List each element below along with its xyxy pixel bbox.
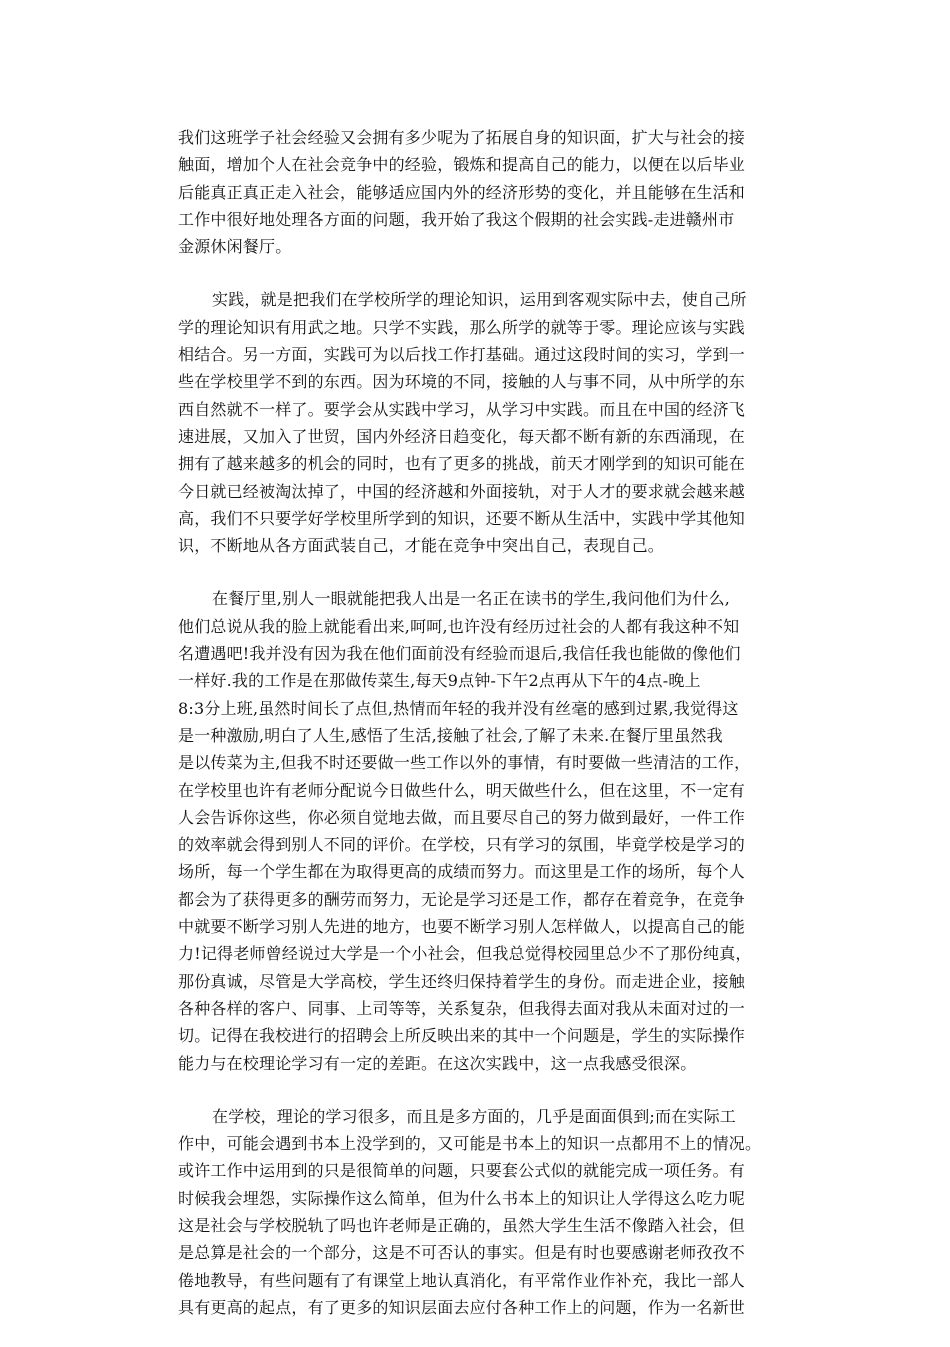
text-line: 我们这班学子社会经验又会拥有多少呢为了拓展自身的知识面，扩大与社会的接: [178, 128, 746, 147]
text-line: 西自然就不一样了。要学会从实践中学习，从学习中实践。而且在中国的经济飞: [178, 399, 746, 419]
text-line: 倦地教导，有些问题有了有课堂上地认真消化，有平常作业作补充，我比一部人: [178, 1270, 746, 1290]
paragraph-3: [178, 585, 780, 1076]
text-line: 时候我会埋怨，实际操作这么简单，但为什么书本上的知识让人学得这么吃力呢: [178, 1188, 746, 1208]
text-line: 作中，可能会遇到书本上没学到的，又可能是书本上的知识一点都用不上的情况。: [178, 1134, 762, 1154]
text-line: 这是社会与学校脱轨了吗也许老师是正确的，虽然大学生生活不像踏入社会，但: [178, 1215, 746, 1235]
text-line: 高，我们不只要学好学校里所学到的知识，还要不断从生活中，实践中学其他知: [178, 508, 746, 528]
text-line: 人会告诉你这些，你必须自觉地去做，而且要尽自己的努力做到最好，一件工作: [178, 807, 746, 827]
paragraph-4: [178, 1103, 780, 1321]
text-line: 或许工作中运用到的只是很简单的问题，只要套公式似的就能完成一项任务。有: [178, 1161, 746, 1181]
text-line: 都会为了获得更多的酬劳而努力，无论是学习还是工作，都存在着竞争，在竞争: [178, 889, 746, 909]
text-line: 速进展，又加入了世贸，国内外经济日趋变化，每天都不断有新的东西涌现，在: [178, 426, 746, 446]
text-line: 是一种激励,明白了人生,感悟了生活,接触了社会,了解了未来.在餐厅里虽然我: [178, 725, 723, 745]
text-line: 能力与在校理论学习有一定的差距。在这次实践中，这一点我感受很深。: [178, 1053, 697, 1073]
text-line: 些在学校里学不到的东西。因为环境的不同，接触的人与事不同，从中所学的东: [178, 372, 746, 392]
text-line: 工作中很好地处理各方面的问题，我开始了我这个假期的社会实践-走进赣州市: [178, 209, 735, 229]
text-line: 场所，每一个学生都在为取得更高的成绩而努力。而这里是工作的场所，每个人: [178, 862, 746, 882]
text-line: 一样好.我的工作是在那做传菜生,每天9点钟-下午2点再从下午的4点-晚上: [178, 671, 701, 691]
text-line: 学的理论知识有用武之地。只学不实践，那么所学的就等于零。理论应该与实践: [178, 317, 746, 337]
document-page: [178, 124, 780, 1347]
paragraph-1: [178, 124, 780, 260]
text-line: 实践，就是把我们在学校所学的理论知识，运用到客观实际中去，使自己所: [212, 290, 747, 310]
text-line: 具有更高的起点，有了更多的知识层面去应付各种工作上的问题，作为一名新世: [178, 1297, 746, 1317]
text-line: 名遭遇吧!我并没有因为我在他们面前没有经验而退后,我信任我也能做的像他们: [178, 644, 741, 664]
text-line: 金源休闲餐厅。: [178, 237, 292, 257]
text-line: 后能真正真正走入社会，能够适应国内外的经济形势的变化，并且能够在生活和: [178, 182, 746, 202]
text-line: 各种各样的客户、同事、上司等等，关系复杂，但我得去面对我从未面对过的一: [178, 998, 746, 1018]
text-line: 相结合。另一方面，实践可为以后找工作打基础。通过这段时间的实习，学到一: [178, 345, 746, 365]
text-line: 那份真诚，尽管是大学高校，学生还终归保持着学生的身份。而走进企业，接触: [178, 971, 746, 991]
text-line: 中就要不断学习别人先进的地方，也要不断学习别人怎样做人，以提高自己的能: [178, 917, 746, 937]
text-line: 识，不断地从各方面武装自己，才能在竞争中突出自己，表现自己。: [178, 536, 665, 556]
text-line: 力!记得老师曾经说过大学是一个小社会，但我总觉得校园里总少不了那份纯真，: [178, 944, 752, 964]
text-line: 在餐厅里,别人一眼就能把我人出是一名正在读书的学生,我问他们为什么,: [212, 589, 731, 609]
text-line: 在学校，理论的学习很多，而且是多方面的，几乎是面面俱到;而在实际工: [212, 1106, 736, 1126]
text-line: 他们总说从我的脸上就能看出来,呵呵,也许没有经历过社会的人都有我这种不知: [178, 616, 740, 636]
text-line: 是以传菜为主,但我不时还要做一些工作以外的事情，有时要做一些清洁的工作，: [178, 753, 751, 773]
text-line: 8:3分上班,虽然时间长了点但,热情而年轻的我并没有丝毫的感到过累,我觉得这: [178, 698, 739, 718]
paragraph-2: [178, 286, 780, 559]
text-line: 是总算是社会的一个部分，这是不可否认的事实。但是有时也要感谢老师孜孜不: [178, 1243, 746, 1263]
text-line: 今日就已经被淘汰掉了，中国的经济越和外面接轨，对于人才的要求就会越来越: [178, 481, 746, 501]
text-line: 拥有了越来越多的机会的同时，也有了更多的挑战，前天才刚学到的知识可能在: [178, 454, 746, 474]
text-line: 的效率就会得到别人不同的评价。在学校，只有学习的氛围，毕竟学校是学习的: [178, 835, 746, 855]
text-line: 在学校里也许有老师分配说今日做些什么，明天做些什么，但在这里，不一定有: [178, 780, 746, 800]
text-line: 切。记得在我校进行的招聘会上所反映出来的其中一个问题是，学生的实际操作: [178, 1026, 746, 1046]
text-line: 触面，增加个人在社会竞争中的经验，锻炼和提高自己的能力，以便在以后毕业: [178, 155, 746, 175]
